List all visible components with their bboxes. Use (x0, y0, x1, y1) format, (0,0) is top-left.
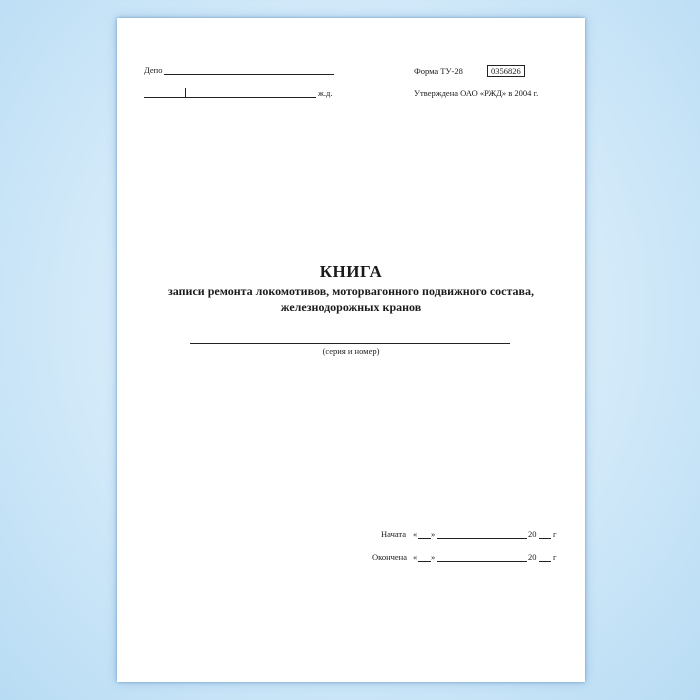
ended-label: Окончена (372, 552, 408, 562)
started-close-quote: » (431, 529, 436, 539)
book-subtitle-line-1: записи ремонта локомотивов, моторвагонного подвижного состава, (167, 284, 535, 298)
ended-month-line (437, 561, 527, 562)
ended-year-prefix: 20 (528, 552, 537, 562)
started-open-quote: « (413, 529, 418, 539)
document-page (117, 18, 585, 682)
depot-fill-line (164, 74, 334, 75)
book-subtitle-line-2: железнодорожных кранов (280, 300, 422, 314)
ended-day-line (418, 561, 431, 562)
started-year-line (539, 538, 551, 539)
railway-fill-line (144, 97, 316, 98)
approval-text: Утверждена ОАО «РЖД» в 2004 г. (414, 88, 539, 98)
railway-suffix: ж.д. (318, 88, 333, 98)
started-year-prefix: 20 (528, 529, 537, 539)
ended-close-quote: » (431, 552, 436, 562)
series-fill-line (190, 343, 510, 344)
series-caption: (серия и номер) (322, 346, 380, 356)
form-label: Форма ТУ-28 (414, 66, 463, 76)
started-month-line (437, 538, 527, 539)
ended-year-suffix: г (553, 552, 557, 562)
started-day-line (418, 538, 431, 539)
ended-year-line (539, 561, 551, 562)
ended-open-quote: « (413, 552, 418, 562)
started-label: Начата (381, 529, 406, 539)
started-year-suffix: г (553, 529, 557, 539)
depot-label: Депо (144, 65, 163, 75)
cursor-mark (185, 88, 186, 98)
book-title: КНИГА (319, 262, 383, 281)
form-number-box: 0356826 (487, 65, 525, 77)
